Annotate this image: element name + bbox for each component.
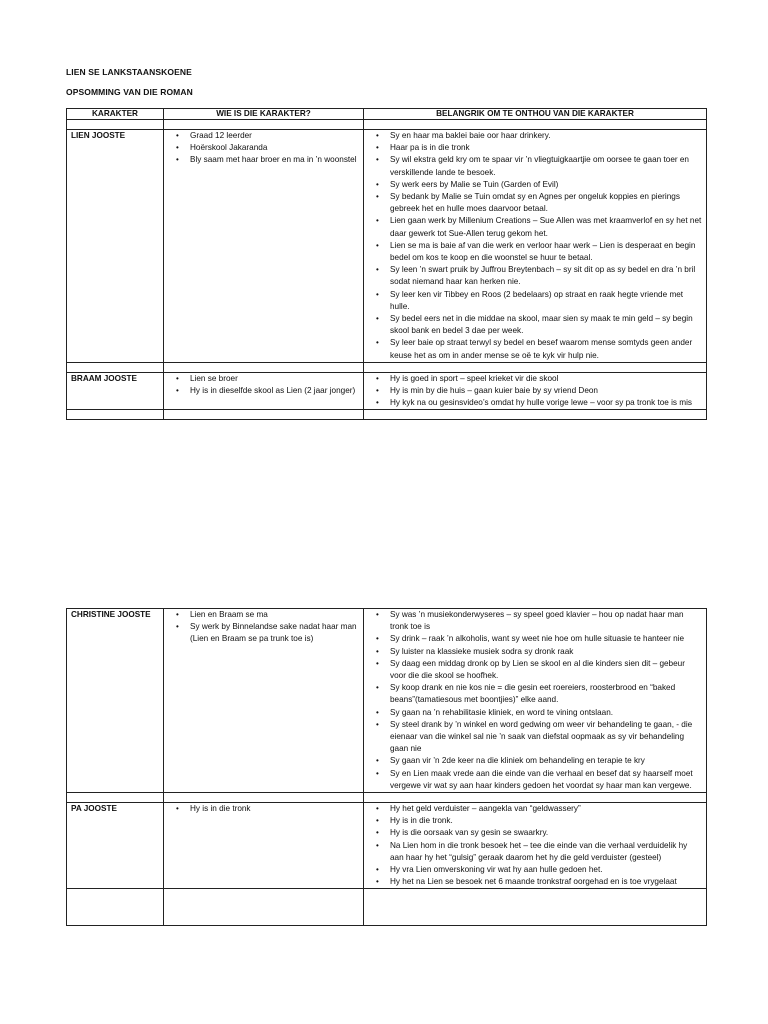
character-notes-cell — [364, 130, 707, 363]
character-table-part-2 — [66, 608, 707, 926]
spacer-row — [67, 410, 707, 420]
list-item: • Lien en Braam se ma — [190, 609, 359, 621]
list-item: • Graad 12 leerder — [190, 130, 359, 142]
header-karakter: KARAKTER — [67, 109, 164, 120]
character-notes-cell — [364, 609, 707, 793]
list-item: • Hy is min by die huis – gaan kuier baie by sy vriend Deon — [390, 385, 702, 397]
notes-list — [368, 609, 702, 792]
list-item: • Sy was ’n musiekonderwyseres – sy speel goed klavier – hou op nadat haar man tronk toe is — [390, 609, 702, 633]
list-item: • Lien gaan werk by Millenium Creations – Sue Allen was met kraamverlof en sy het net daar gewerk tot Sue-Allen terug gekom het. — [390, 215, 702, 239]
character-who-cell — [164, 609, 364, 793]
character-name: BRAAM JOOSTE — [67, 372, 164, 410]
character-name: CHRISTINE JOOSTE — [67, 609, 164, 793]
list-item: • Sy bedank by Malie se Tuin omdat sy en Agnes per ongeluk koppies en pierings gebreek het en hulle moes daarvoor betaal. — [390, 191, 702, 215]
list-item: • Sy daag een middag dronk op by Lien se skool en al die kinders sien dit – gebeur voor die die skool se hoofhek. — [390, 658, 702, 682]
list-item: • Sy leer ken vir Tibbey en Roos (2 bedelaars) op straat en raak hegte vriende met hulle. — [390, 289, 702, 313]
list-item: • Sy werk by Binnelandse sake nadat haar man (Lien en Braam se pa trunk toe is) — [190, 621, 359, 645]
character-name: PA JOOSTE — [67, 803, 164, 889]
who-list — [168, 803, 359, 815]
list-item: • Sy gaan na ’n rehabilitasie kliniek, en word te vining ontslaan. — [390, 707, 702, 719]
character-who-cell — [164, 372, 364, 410]
list-item: • Lien se ma is baie af van die werk en verloor haar werk – Lien is desperaat en begin bedel om kos te koop en die woonstel se huur te betaal. — [390, 240, 702, 264]
list-item: • Hy het geld verduister – aangekla van “geldwassery” — [390, 803, 702, 815]
notes-list — [368, 803, 702, 888]
notes-list — [368, 130, 702, 362]
character-notes-cell — [364, 803, 707, 889]
table-row — [67, 609, 707, 793]
table-row — [67, 372, 707, 410]
character-notes-cell — [364, 372, 707, 410]
list-item: • Na Lien hom in die tronk besoek het – tee die einde van die verhaal verduidelik hy aan haar hy het “gulsig” geraak daarom het hy die geld verduister (gesteel) — [390, 840, 702, 864]
document-title: LIEN SE LANKSTAANSKOENE — [66, 67, 192, 77]
character-who-cell — [164, 803, 364, 889]
spacer-row — [67, 120, 707, 130]
list-item: • Hy vra Lien omverskoning vir wat hy aan hulle gedoen het. — [390, 864, 702, 876]
list-item: • Sy en Lien maak vrede aan die einde van die verhaal en besef dat sy haarself moet vergewe vir wat sy aan haar kinders gedoen het voordat sy haar man kan vergewe. — [390, 768, 702, 792]
list-item: • Sy leen ’n swart pruik by Juffrou Breytenbach – sy sit dit op as sy bedel en dra ’n bril sodat niemand haar kan herken nie. — [390, 264, 702, 288]
list-item: • Hy is die oorsaak van sy gesin se swaarkry. — [390, 827, 702, 839]
list-item: • Sy werk eers by Malie se Tuin (Garden of Evil) — [390, 179, 702, 191]
list-item: • Sy steel drank by ’n winkel en word gedwing om weer vir behandeling te gaan, - die eienaar van die winkel sal nie ’n saak van diefstal oopmaak as sy vir behandeling gaan nie — [390, 719, 702, 756]
list-item: • Sy wil ekstra geld kry om te spaar vir ’n vliegtuigkaartjie om oorsee te gaan toer en verskillende lande te besoek. — [390, 154, 702, 178]
who-list — [168, 373, 359, 397]
list-item: • Sy koop drank en nie kos nie = die gesin eet roereiers, roosterbrood en “baked beans”(tamatiesous met boontjies)” elke aand. — [390, 682, 702, 706]
list-item: • Hoërskool Jakaranda — [190, 142, 359, 154]
list-item: • Hy het na Lien se besoek net 6 maande tronkstraf oorgehad en is toe vrygelaat — [390, 876, 702, 888]
who-list — [168, 130, 359, 167]
spacer-row — [67, 889, 707, 926]
list-item: • Haar pa is in die tronk — [390, 142, 702, 154]
spacer-row — [67, 362, 707, 372]
document-subtitle: OPSOMMING VAN DIE ROMAN — [66, 87, 193, 97]
list-item: • Hy is goed in sport – speel krieket vir die skool — [390, 373, 702, 385]
list-item: • Hy is in dieselfde skool as Lien (2 jaar jonger) — [190, 385, 359, 397]
header-wie-is-die-karakter: WIE IS DIE KARAKTER? — [164, 109, 364, 120]
list-item: • Sy drink – raak ’n alkoholis, want sy weet nie hoe om hulle situasie te hanteer nie — [390, 633, 702, 645]
table-row — [67, 130, 707, 363]
header-belangrik: BELANGRIK OM TE ONTHOU VAN DIE KARAKTER — [364, 109, 707, 120]
list-item: • Sy leer baie op straat terwyl sy bedel en besef waarom mense somtyds geen ander keuse het as om in ander mense se oë te kyk vir hulp nie. — [390, 337, 702, 361]
list-item: • Lien se broer — [190, 373, 359, 385]
list-item: • Sy en haar ma baklei baie oor haar drinkery. — [390, 130, 702, 142]
who-list — [168, 609, 359, 646]
character-table-part-1 — [66, 108, 707, 420]
notes-list — [368, 373, 702, 410]
list-item: • Sy luister na klassieke musiek sodra sy dronk raak — [390, 646, 702, 658]
list-item: • Hy is in die tronk. — [390, 815, 702, 827]
list-item: • Hy kyk na ou gesinsvideo’s omdat hy hulle vorige lewe – voor sy pa tronk toe is mis — [390, 397, 702, 409]
list-item: • Hy is in die tronk — [190, 803, 359, 815]
list-item: • Sy gaan vir ’n 2de keer na die kliniek om behandeling en terapie te kry — [390, 755, 702, 767]
character-name: LIEN JOOSTE — [67, 130, 164, 363]
spacer-row — [67, 793, 707, 803]
table-header-row — [67, 109, 707, 120]
list-item: • Bly saam met haar broer en ma in ’n woonstel — [190, 154, 359, 166]
list-item: • Sy bedel eers net in die middae na skool, maar sien sy maak te min geld – sy begin skool bank en bedel 3 dae per week. — [390, 313, 702, 337]
table-row — [67, 803, 707, 889]
character-who-cell — [164, 130, 364, 363]
